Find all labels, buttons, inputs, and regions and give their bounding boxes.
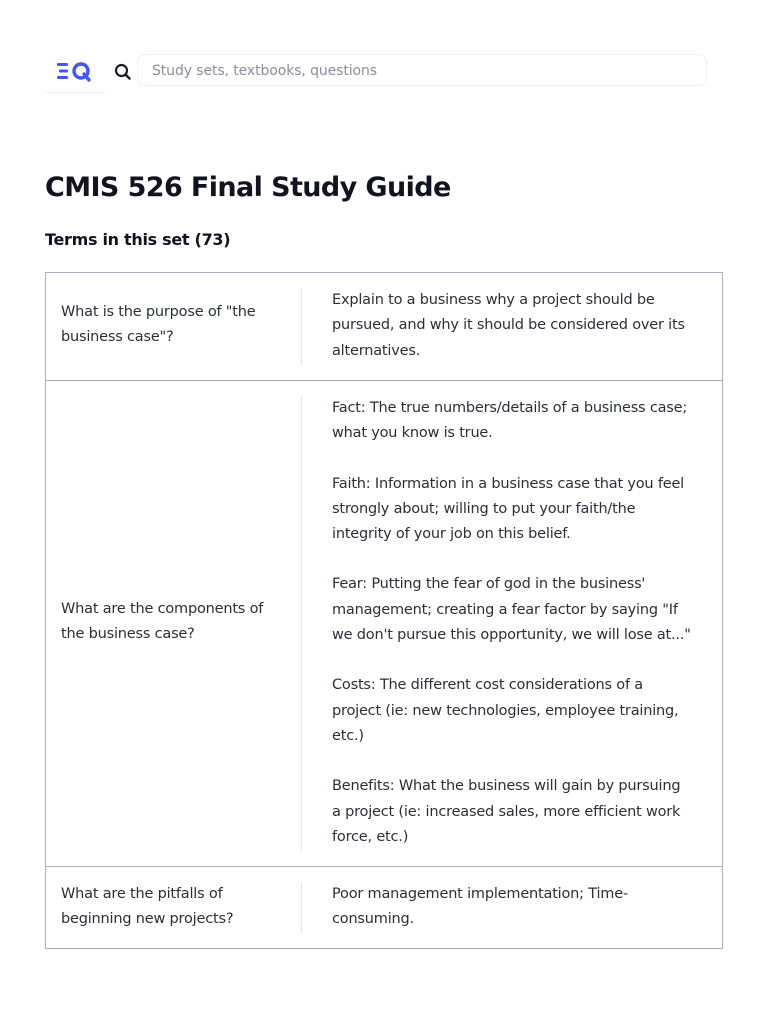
column-divider xyxy=(301,882,302,933)
logo-mark xyxy=(55,60,93,82)
term-text: What are the components of the business case? xyxy=(61,601,264,642)
definition-paragraph: Fear: Putting the fear of god in the business' management; creating a fear factor by saying "If we don't pursue this opportunity, we will lose at..." xyxy=(332,576,691,644)
definition-text xyxy=(332,396,692,850)
column-divider xyxy=(301,396,302,851)
column-divider xyxy=(301,288,302,365)
definition-paragraph: Benefits: What the business will gain by pursuing a project (ie: increased sales, more efficient work force, etc.) xyxy=(332,778,681,845)
term-row[interactable] xyxy=(46,273,722,380)
definition-paragraph: Explain to a business why a project should be pursued, and why it should be considered over its alternatives. xyxy=(332,292,685,359)
term-row[interactable] xyxy=(46,380,722,866)
definition-paragraph: Poor management implementation; Time-consuming. xyxy=(332,886,628,928)
search-icon[interactable] xyxy=(113,62,133,82)
term-text: What is the purpose of "the business case"? xyxy=(61,304,256,345)
terms-heading: Terms in this set (73) xyxy=(45,230,231,249)
page-title: CMIS 526 Final Study Guide xyxy=(45,172,451,203)
term-text: What are the pitfalls of beginning new projects? xyxy=(61,886,234,927)
terms-list xyxy=(45,272,723,949)
definition-text xyxy=(332,288,692,364)
term-row[interactable] xyxy=(46,866,722,948)
search-input[interactable] xyxy=(137,54,707,86)
top-bar xyxy=(45,54,708,88)
definition-paragraph: Faith: Information in a business case that you feel strongly about; willing to put your faith/the integrity of your job on this belief. xyxy=(332,475,684,543)
definition-text xyxy=(332,882,692,933)
search-placeholder: Study sets, textbooks, questions xyxy=(152,63,377,79)
definition-paragraph: Costs: The different cost considerations of a project (ie: new technologies, employee training, etc.) xyxy=(332,677,679,744)
definition-paragraph: Fact: The true numbers/details of a business case; what you know is true. xyxy=(332,400,688,442)
quizlet-logo-icon[interactable] xyxy=(45,54,105,93)
